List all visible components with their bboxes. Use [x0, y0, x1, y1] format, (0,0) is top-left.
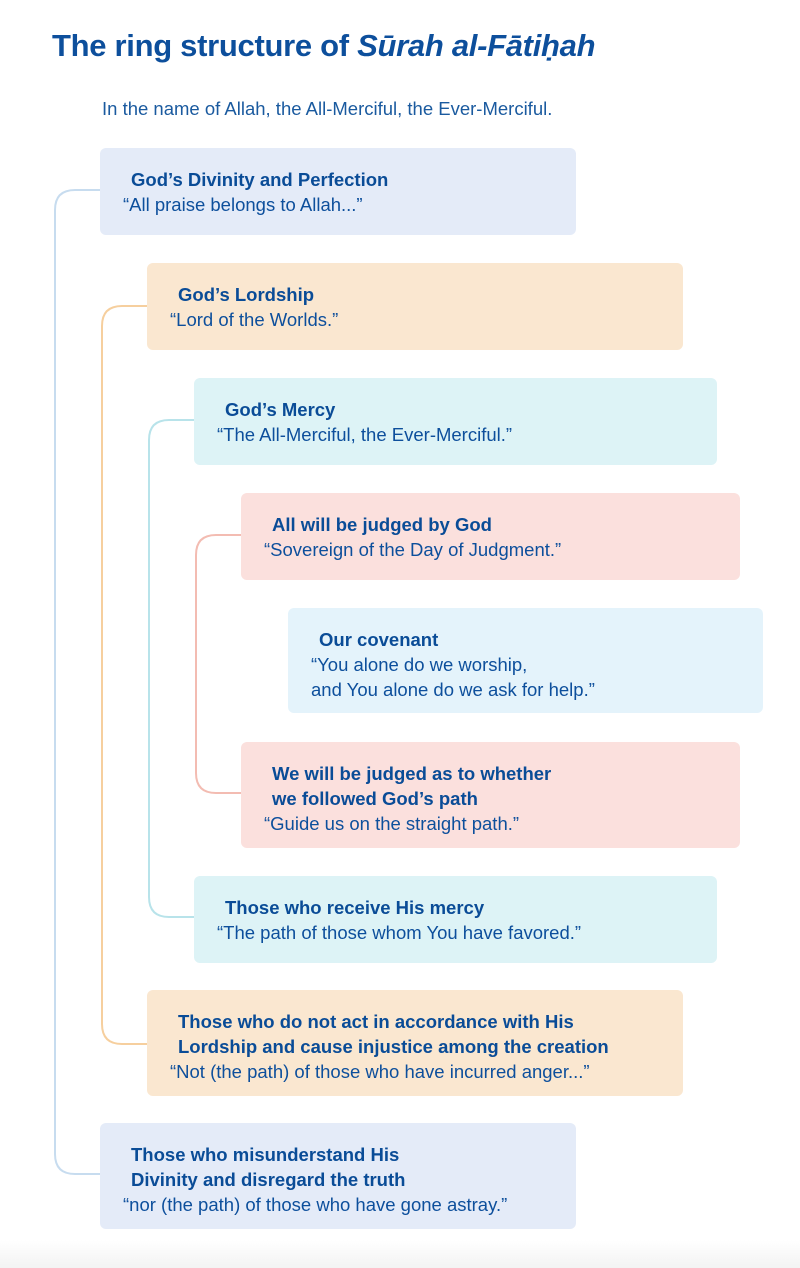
card-quote: “Sovereign of the Day of Judgment.”	[264, 539, 562, 560]
card-quote: “Guide us on the straight path.”	[264, 813, 520, 834]
title-surah-name: Sūrah al-Fātiḥah	[357, 28, 596, 63]
card-receive-mercy	[194, 876, 717, 963]
basmala-line: In the name of Allah, the All-Merciful, the Ever-Merciful.	[102, 98, 553, 119]
ring-connector-level-2	[102, 306, 147, 1044]
card-we-judged	[241, 742, 740, 848]
card-gods-mercy	[194, 378, 717, 465]
card-heading: Those who misunderstand His Divinity and disregard the truth	[131, 1144, 406, 1190]
card-quote: “You alone do we worship, and You alone do we ask for help.”	[311, 654, 595, 700]
card-heading: All will be judged by God	[272, 514, 492, 535]
card-quote: “Not (the path) of those who have incurred anger...”	[170, 1061, 590, 1082]
card-heading: We will be judged as to whether we followed God’s path	[272, 763, 552, 809]
card-gone-astray	[100, 1123, 576, 1229]
title-prefix: The ring structure of	[52, 28, 358, 63]
ring-connector-level-1	[55, 190, 100, 1174]
card-quote: “The path of those whom You have favored.”	[217, 922, 582, 943]
card-heading: Those who do not act in accordance with His Lordship and cause injustice among the creation	[178, 1011, 609, 1057]
card-quote: “nor (the path) of those who have gone astray.”	[123, 1194, 508, 1215]
card-our-covenant	[288, 608, 763, 713]
card-all-judged	[241, 493, 740, 580]
card-gods-divinity	[100, 148, 576, 235]
ring-connector-level-3	[149, 420, 194, 917]
card-heading: Our covenant	[319, 629, 439, 650]
card-heading: God’s Lordship	[178, 284, 315, 305]
card-heading: God’s Mercy	[225, 399, 336, 420]
card-incurred-anger	[147, 990, 683, 1096]
card-heading: Those who receive His mercy	[225, 897, 485, 918]
card-gods-lordship	[147, 263, 683, 350]
card-heading: God’s Divinity and Perfection	[131, 169, 389, 190]
card-quote: “Lord of the Worlds.”	[170, 309, 339, 330]
ring-connector-level-4	[196, 535, 241, 793]
card-quote: “All praise belongs to Allah...”	[123, 194, 363, 215]
card-quote: “The All-Merciful, the Ever-Merciful.”	[217, 424, 513, 445]
